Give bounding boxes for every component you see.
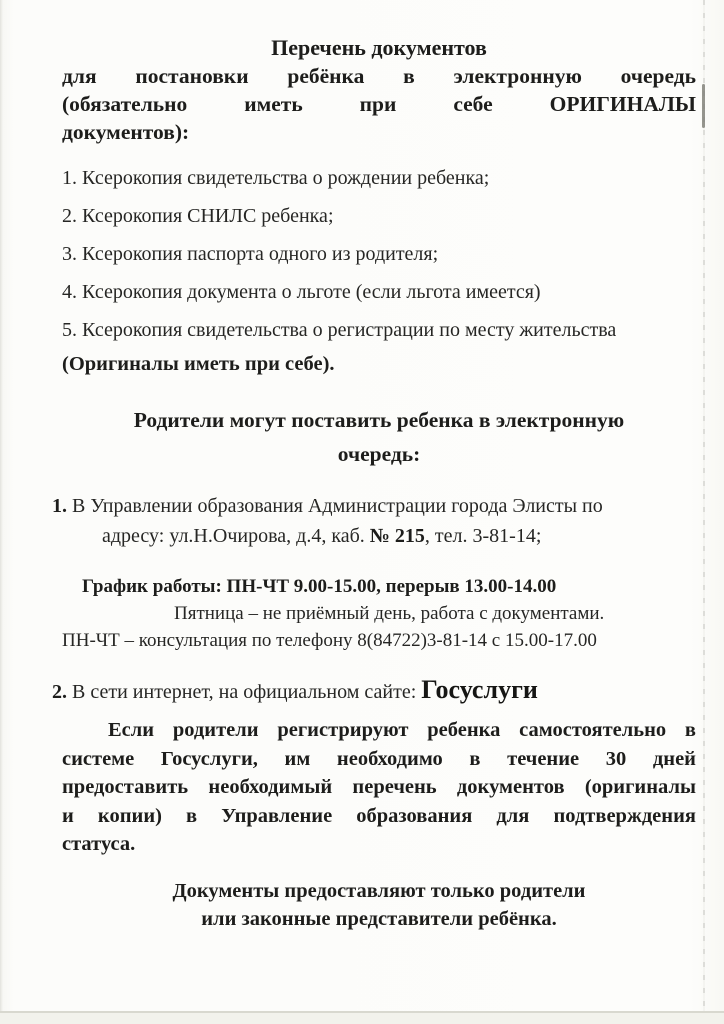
list-item: 5. Ксерокопия свидетельства о регистрации по месту жительства bbox=[62, 319, 617, 341]
schedule-friday-note: Пятница – не приёмный день, работа с документами. bbox=[174, 603, 605, 624]
document-subtitle bbox=[62, 62, 696, 146]
paragraph-line: Если родители регистрируют ребенка самостоятельно в bbox=[108, 719, 696, 741]
scanned-document-page bbox=[52, 0, 696, 933]
scan-right-edge-line bbox=[703, 0, 705, 1012]
subtitle-line-1: для постановки ребёнка в электронную очередь bbox=[62, 64, 696, 88]
footer-note bbox=[62, 877, 696, 933]
subtitle-line-3: документов): bbox=[62, 120, 190, 144]
list-item: 4. Ксерокопия документа о льготе (если льгота имеется) bbox=[62, 281, 541, 303]
scan-bottom-margin bbox=[0, 1013, 724, 1024]
option1-line-2 bbox=[102, 521, 696, 551]
option2-text: В сети интернет, на официальном сайте: bbox=[67, 681, 422, 703]
queue-option-office bbox=[52, 491, 696, 551]
option2-number: 2. bbox=[52, 681, 67, 703]
footer-line-2: или законные представители ребёнка. bbox=[201, 907, 557, 930]
queue-heading-line-1: Родители могут поставить ребенка в электронную bbox=[133, 408, 625, 432]
list-item: 1. Ксерокопия свидетельства о рождении ребенка; bbox=[62, 167, 490, 189]
option1-text: В Управлении образования Администрации города Элисты по bbox=[67, 495, 603, 517]
paragraph-line: системе Госуслуги, им необходимо в течение 30 дней bbox=[62, 747, 696, 770]
work-schedule bbox=[62, 573, 696, 654]
schedule-phone-consult: ПН-ЧТ – консультация по телефону 8(84722)3-81-14 с 15.00-17.00 bbox=[62, 630, 597, 651]
schedule-hours: График работы: ПН-ЧТ 9.00-15.00, перерыв 13.00-14.00 bbox=[82, 576, 557, 597]
gosuslugi-paragraph bbox=[62, 716, 696, 859]
scan-right-edge-mark bbox=[702, 84, 705, 128]
scan-left-edge-shadow bbox=[0, 0, 3, 1024]
list-item: 2. Ксерокопия СНИЛС ребенка; bbox=[62, 205, 334, 227]
paragraph-line: и копии) в Управление образования для подтверждения bbox=[62, 804, 696, 827]
option1-room-number: № 215 bbox=[369, 525, 425, 547]
originals-note: (Оригиналы иметь при себе). bbox=[62, 353, 335, 375]
footer-line-1: Документы предоставляют только родители bbox=[172, 879, 586, 902]
documents-list bbox=[62, 168, 696, 375]
queue-heading-line-2: очередь: bbox=[337, 442, 421, 466]
queue-option-internet bbox=[52, 674, 696, 708]
option1-address-prefix: адресу: ул.Н.Очирова, д.4, каб. bbox=[102, 525, 370, 547]
option1-line-1 bbox=[52, 491, 696, 521]
document-title: Перечень документов bbox=[271, 35, 487, 60]
paragraph-line: предоставить необходимый перечень документов (оригиналы bbox=[62, 776, 696, 798]
subtitle-line-2: (обязательно иметь при себе ОРИГИНАЛЫ bbox=[62, 92, 696, 116]
gosuslugi-site-name: Госуслуги bbox=[421, 675, 538, 704]
paragraph-line: статуса. bbox=[62, 833, 136, 855]
queue-section-heading bbox=[62, 403, 696, 471]
option1-number: 1. bbox=[52, 495, 67, 517]
option1-phone: , тел. 3-81-14; bbox=[424, 525, 542, 547]
list-item: 3. Ксерокопия паспорта одного из родителя; bbox=[62, 243, 439, 265]
